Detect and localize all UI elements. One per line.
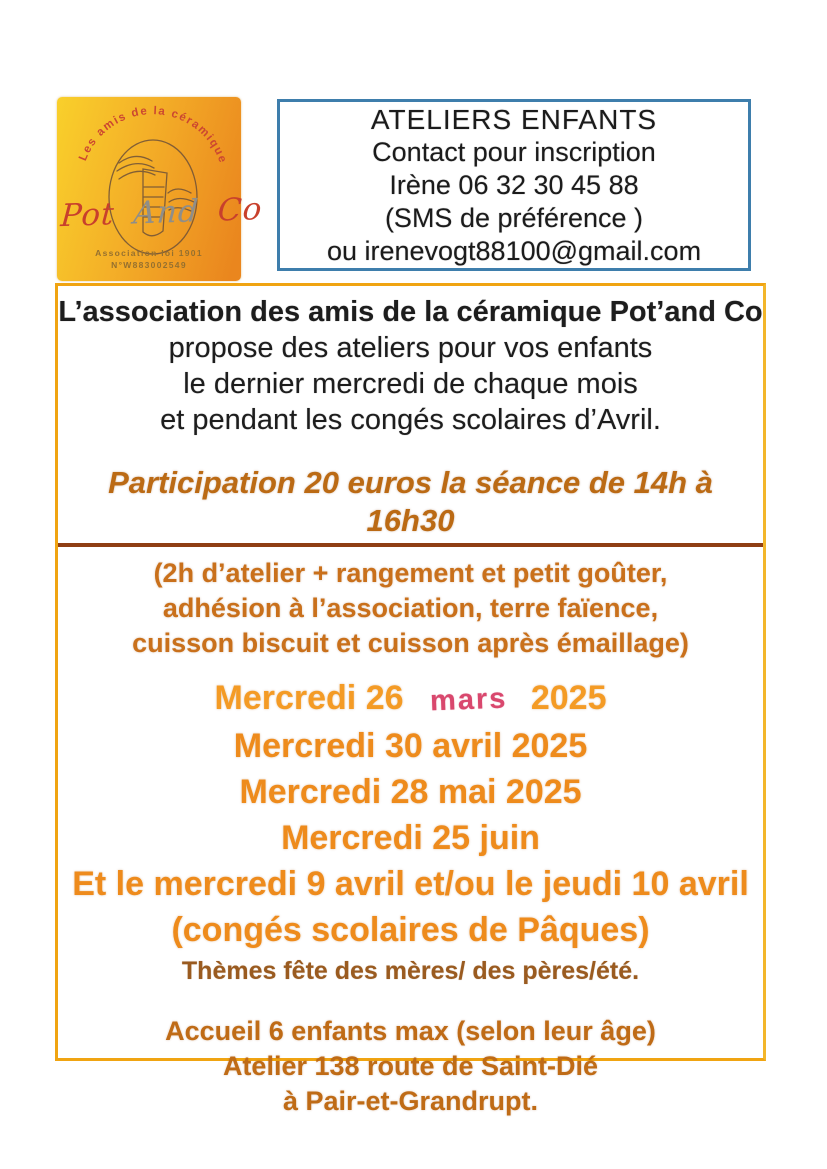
logo-pot-and-co bbox=[57, 97, 264, 281]
date-line-2: Mercredi 30 avril 2025 bbox=[233, 727, 588, 765]
intro-paragraph bbox=[58, 294, 763, 438]
participation-heading bbox=[58, 464, 763, 547]
participation-detail-2: adhésion à l’association, terre faïence, bbox=[162, 593, 659, 623]
contact-box bbox=[277, 99, 751, 271]
date-line-1 bbox=[58, 675, 763, 723]
logo-association-info bbox=[57, 247, 241, 271]
date-line-4: Mercredi 25 juin bbox=[281, 819, 540, 857]
contact-email: ou irenevogt88100@gmail.com bbox=[326, 235, 702, 266]
date-line-5: Et le mercredi 9 avril et/ou le jeudi 10 avril bbox=[72, 865, 749, 903]
main-info-box bbox=[55, 283, 766, 1116]
themes-line: Thèmes fête des mères/ des pères/été. bbox=[181, 957, 640, 985]
date-1-handwritten-month: mars bbox=[428, 682, 508, 718]
intro-line-3: le dernier mercredi de chaque mois bbox=[183, 368, 638, 400]
date-line-3: Mercredi 28 mai 2025 bbox=[239, 773, 582, 811]
workshop-dates bbox=[58, 675, 763, 953]
footer-info bbox=[58, 1014, 763, 1119]
intro-line-4: et pendant les congés scolaires d’Avril. bbox=[160, 404, 661, 436]
participation-detail-1: (2h d’atelier + rangement et petit goûter, bbox=[153, 558, 668, 588]
logo-arc-text: Les amis de la céramique bbox=[77, 105, 229, 166]
intro-line-2: propose des ateliers pour vos enfants bbox=[168, 332, 653, 364]
date-1-year: 2025 bbox=[530, 679, 607, 717]
association-number-line: N°W883002549 bbox=[111, 260, 187, 270]
contact-subtitle: Contact pour inscription bbox=[372, 136, 656, 167]
brand-word-pot: Pot bbox=[59, 196, 116, 235]
capacity-line: Accueil 6 enfants max (selon leur âge) bbox=[165, 1016, 656, 1046]
association-law-line: Association loi 1901 bbox=[95, 248, 203, 258]
date-1-prefix: Mercredi 26 bbox=[214, 679, 404, 717]
address-line-1: Atelier 138 route de Saint-Dié bbox=[222, 1051, 599, 1081]
contact-phone: Irène 06 32 30 45 88 bbox=[389, 169, 639, 200]
participation-detail-3: cuisson biscuit et cuisson après émaillage) bbox=[132, 628, 689, 658]
date-line-6: (congés scolaires de Pâques) bbox=[171, 911, 650, 949]
intro-line-1: L’association des amis de la céramique Pot’and Co bbox=[58, 296, 763, 328]
brand-word-co: Co bbox=[216, 191, 264, 229]
participation-heading-text: Participation 20 euros la séance de 14h à 16h30 bbox=[58, 464, 763, 547]
brand-word-and: And bbox=[132, 193, 201, 232]
address-line-2: à Pair-et-Grandrupt. bbox=[282, 1086, 539, 1116]
contact-sms-note: (SMS de préférence ) bbox=[384, 202, 644, 233]
logo-brand-text bbox=[55, 191, 264, 235]
participation-details bbox=[58, 556, 763, 661]
contact-title: ATELIERS ENFANTS bbox=[370, 103, 658, 135]
